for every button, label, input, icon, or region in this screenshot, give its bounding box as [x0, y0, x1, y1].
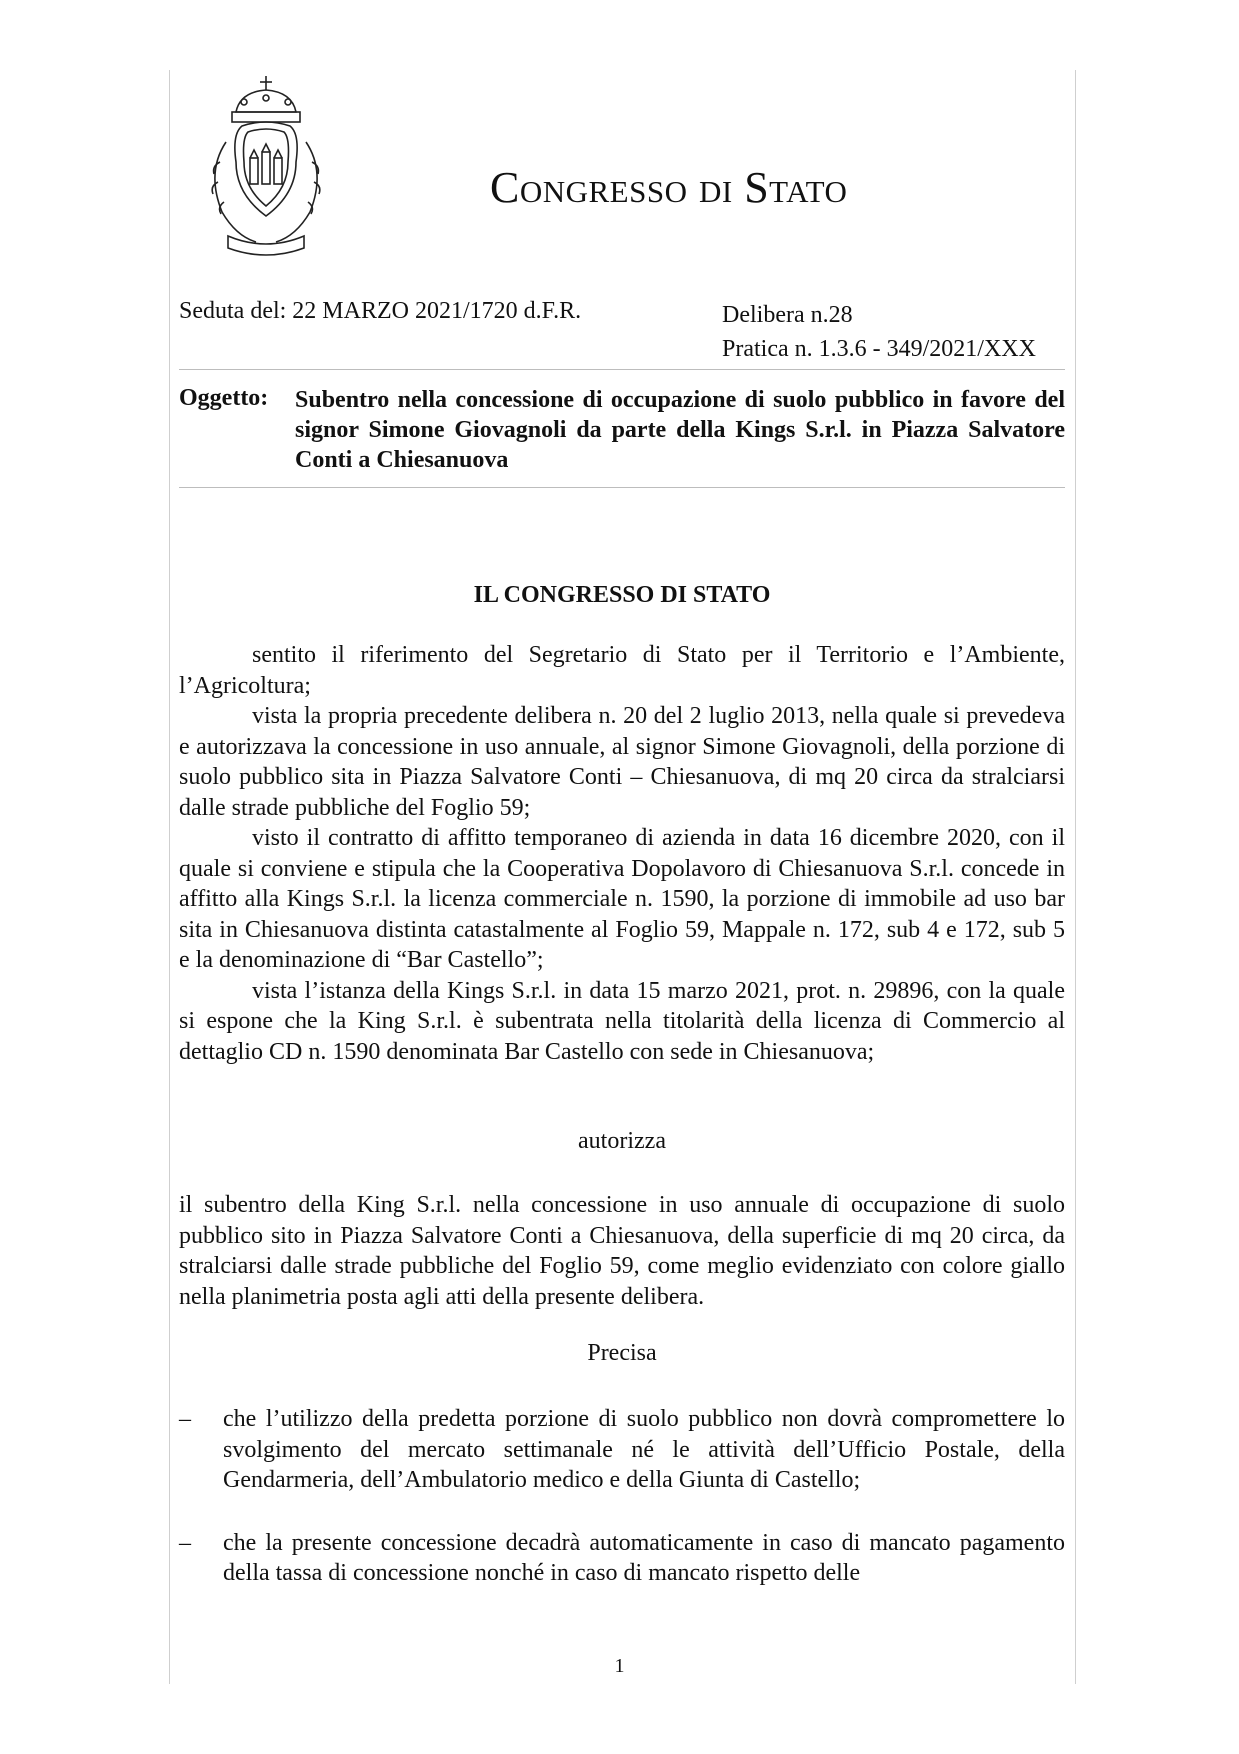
- provision-text: che l’utilizzo della predetta porzione di suolo pubblico non dovrà compromettere lo svolgimento del mercato settimanale né le attività dell’Ufficio Postale, della Gendarmeria, dell’Ambulatorio medico e della Giunta di Castello;: [223, 1406, 1065, 1493]
- divider: [179, 369, 1065, 370]
- page-title: Congresso di Stato: [490, 163, 848, 212]
- divider: [179, 487, 1065, 488]
- bullet-dash: –: [179, 1406, 191, 1432]
- provisions-list: [179, 1404, 1065, 1621]
- session-date: Seduta del: 22 MARZO 2021/1720 d.F.R.: [179, 298, 582, 324]
- bullet-dash: –: [179, 1529, 191, 1556]
- authorization-paragraph: il subentro della King S.r.l. nella concessione in uso annuale di occupazione di suolo pubblico sito in Piazza Salvatore Conti a Chiesanuova, della superficie di mq 20 circa, da stralciarsi dalle strade pubbliche del Foglio 59, come meglio evidenziato con colore giallo nella planimetria posta agli atti della presente delibera.: [179, 1192, 1065, 1310]
- left-margin-rule: [169, 70, 170, 1684]
- authorizes-heading: autorizza: [578, 1128, 666, 1154]
- recital-paragraph: vista la propria precedente delibera n. 20 del 2 luglio 2013, nella quale si prevedeva e autorizzava la concessione in uso annuale, al signor Simone Giovagnoli, della porzione di suolo pubblico sita in Piazza Salvatore Conti – Chiesanuova, di mq 20 circa da stralciarsi dalle strade pubbliche del Foglio 59;: [179, 703, 1065, 821]
- list-item: [179, 1404, 1065, 1496]
- list-item: [179, 1528, 1065, 1589]
- resolution-info: [722, 298, 1036, 366]
- provision-text: che la presente concessione decadrà automaticamente in caso di mancato pagamento della tassa di concessione nonché in caso di mancato rispetto delle: [223, 1529, 1065, 1586]
- recital-paragraph: sentito il riferimento del Segretario di Stato per il Territorio e l’Ambiente, l’Agricoltura;: [179, 642, 1065, 699]
- recitals: [179, 640, 1065, 1067]
- subject-text: Subentro nella concessione di occupazione di suolo pubblico in favore del signor Simone Giovagnoli da parte della Kings S.r.l. in Piazza Salvatore Conti a Chiesanuova: [295, 387, 1065, 473]
- specifies-heading: Precisa: [587, 1340, 657, 1366]
- recital-paragraph: visto il contratto di affitto temporaneo di azienda in data 16 dicembre 2020, con il quale si conviene e stipula che la Cooperativa Dopolavoro di Chiesanuova S.r.l. concede in affitto alla Kings S.r.l. la licenza commerciale n. 1590, la porzione di immobile ad uso bar sita in Chiesanuova distinta catastalmente al Foglio 59, Mappale n. 172, sub 4 e 172, sub 5 e la denominazione di “Bar Castello”;: [179, 825, 1065, 973]
- recital-paragraph: vista l’istanza della Kings S.r.l. in data 15 marzo 2021, prot. n. 29896, con la quale si espone che la King S.r.l. è subentrata nella titolarità della licenza di Commercio al dettaglio CD n. 1590 denominata Bar Castello con sede in Chiesanuova;: [179, 977, 1065, 1065]
- right-margin-rule: [1075, 70, 1076, 1684]
- page-number: 1: [614, 1655, 625, 1677]
- resolution-number: Delibera n.28: [722, 302, 853, 328]
- authorization: [179, 1190, 1065, 1312]
- subject-label: Oggetto:: [179, 385, 269, 411]
- practice-number: Pratica n. 1.3.6 - 349/2021/XXX: [722, 336, 1036, 362]
- coat-of-arms-emblem: [192, 72, 340, 262]
- section-heading: IL CONGRESSO DI STATO: [473, 582, 771, 608]
